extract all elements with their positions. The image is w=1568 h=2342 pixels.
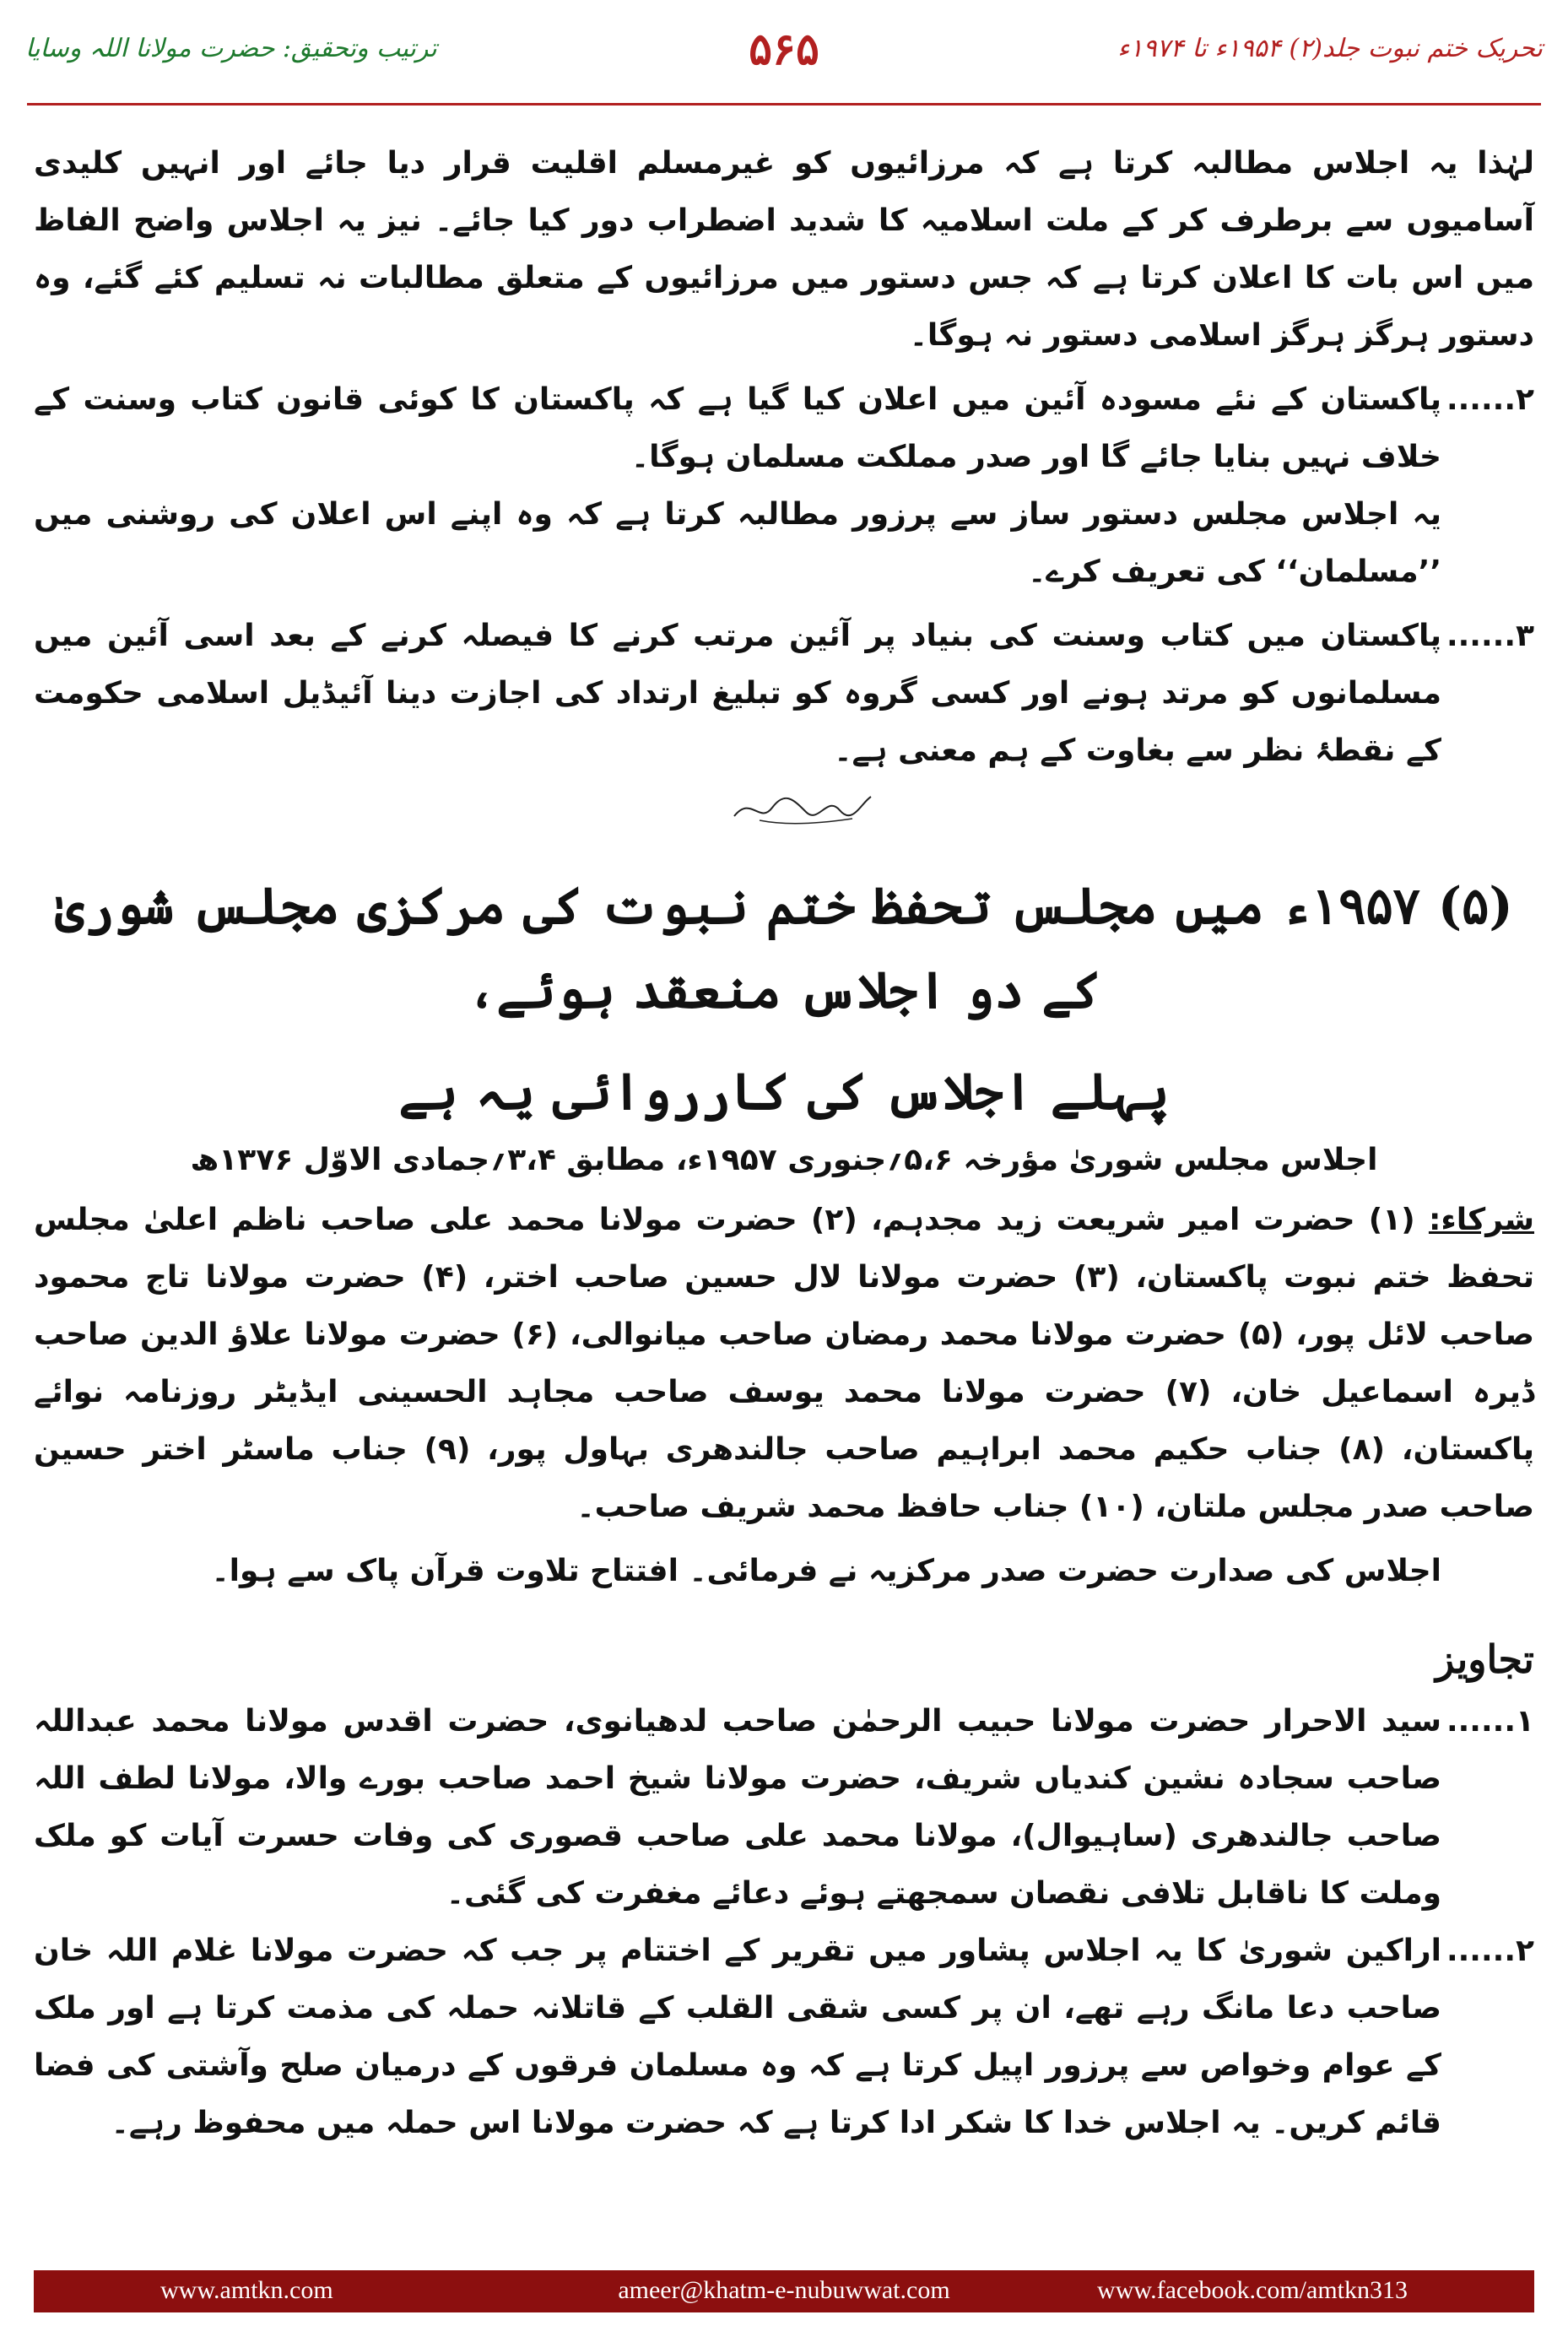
point-2-demand: یہ اجلاس مجلس دستور ساز سے پرزور مطالبہ کرتا ہے کہ وہ اپنے اس اعلان کی روشنی میں ’’مسلمان‘‘ کی تعریف کرے۔ xyxy=(34,497,1441,589)
point-number: ۳...... xyxy=(1446,619,1534,653)
meeting-date-line: اجلاس مجلس شوریٰ مؤرخہ ۵،۶؍جنوری ۱۹۵۷ء، مطابق ۳،۴؍جمادی الاوّل ۱۳۷۶ھ xyxy=(190,1143,1378,1177)
email-link[interactable]: ameer@khatm-e-nubuwwat.com xyxy=(618,2276,950,2304)
page-header xyxy=(0,0,1568,105)
page-body xyxy=(34,135,1534,2262)
compiler-credit: ترتیب وتحقیق: حضرت مولانا اللہ وسایا xyxy=(25,34,437,63)
participants-text: (۱) حضرت امیر شریعت زید مجدہم، (۲) حضرت مولانا محمد علی صاحب ناظم اعلیٰ مجلس تحفظ ختم نبوت پاکستان، (۳) حضرت مولانا لال حسین صاحب اختر، (۴) حضرت مولانا تاج محمود صاحب لائل پور، (۵) حضرت مولانا محمد رمضان صاحب میانوالی، (۶) حضرت مولانا علاؤ الدین صاحب ڈیرہ اسماعیل خان، (۷) حضرت مولانا محمد یوسف صاحب مجاہد الحسینی ایڈیٹر روزنامہ نوائے پاکستان، (۸) جناب حکیم محمد ابراہیم صاحب جالندھری بہاول پور، (۹) جناب ماسٹر اختر حسین صاحب صدر مجلس ملتان، (۱۰) جناب حافظ محمد شریف صاحب۔ xyxy=(34,1203,1535,1524)
resolution-text: اراکین شوریٰ کا یہ اجلاس پشاور میں تقریر کے اختتام پر جب کہ حضرت مولانا غلام اللہ خان صاحب دعا مانگ رہے تھے، ان پر کسی شقی القلب کے قاتلانہ حملہ کی مذمت کرتا ہے اور ملک کے عوام وخواص سے پرزور اپیل کرتا ہے کہ وہ مسلمان فرقوں کے درمیان صلح وآشتی کی فضا قائم کریں۔ یہ اجلاس خدا کا شکر ادا کرتا ہے کہ حضرت مولانا اس حملہ میں محفوظ رہے۔ xyxy=(34,1934,1441,2140)
resolution-text: سید الاحرار حضرت مولانا حبیب الرحمٰن صاحب لدھیانوی، حضرت اقدس مولانا محمد عبداللہ صاحب سجادہ نشین کندیاں شریف، حضرت مولانا شیخ احمد صاحب بورے والا، مولانا لطف اللہ صاحب جالندھری (ساہیوال)، مولانا محمد علی صاحب قصوری کی وفات حسرت آیات کو ملک وملت کا ناقابل تلافی نقصان سمجھتے ہوئے دعائے مغفرت کی گئی۔ xyxy=(34,1704,1441,1911)
signature-area xyxy=(34,780,1534,847)
point-text: پاکستان میں کتاب وسنت کی بنیاد پر آئین مرتب کرنے کا فیصلہ کرنے کے بعد اسی آئین میں مسلمانوں کو مرتد ہونے اور کسی گروہ کو تبلیغ ارتداد کی اجازت دینا آئیڈیل اسلامی حکومت کے نقطۂ نظر سے بغاوت کے ہم معنی ہے۔ xyxy=(34,619,1441,768)
resolution-1 xyxy=(34,1693,1534,1923)
resolution-number: ۲...... xyxy=(1446,1934,1534,1968)
point-2 xyxy=(34,371,1534,486)
signature-image xyxy=(726,787,878,829)
header-rule xyxy=(27,103,1541,105)
point-text: پاکستان کے نئے مسودہ آئین میں اعلان کیا گیا ہے کہ پاکستان کا کوئی قانون کتاب وسنت کے خلاف نہیں بنایا جائے گا اور صدر مملکت مسلمان ہوگا۔ xyxy=(34,382,1441,474)
resolution-2 xyxy=(34,1923,1534,2152)
presidency-line: اجلاس کی صدارت حضرت صدر مرکزیہ نے فرمائی۔ افتتاح تلاوت قرآن پاک سے ہوا۔ xyxy=(211,1554,1441,1588)
participants-label: شرکاء: xyxy=(1428,1203,1534,1237)
intro-paragraph: لہٰذا یہ اجلاس مطالبہ کرتا ہے کہ مرزائیوں کو غیرمسلم اقلیت قرار دیا جائے اور انہیں کلیدی آسامیوں سے برطرف کر کے ملت اسلامیہ کا شدید اضطراب دور کیا جائے۔ نیز یہ اجلاس واضح الفاظ میں اس بات کا اعلان کرتا ہے کہ جس دستور میں مرزائیوں کے متعلق مطالبات نہ تسلیم کئے گئے، وہ دستور ہرگز ہرگز اسلامی دستور نہ ہوگا۔ xyxy=(34,146,1534,353)
facebook-link[interactable]: www.facebook.com/amtkn313 xyxy=(1097,2276,1408,2304)
page-number: ۵۶۵ xyxy=(749,24,819,75)
point-3 xyxy=(34,608,1534,780)
section-title-line1: (۵) ۱۹۵۷ء میں مجلس تحفظ ختم نبوت کی مرکزی مجلس شوریٰ کے دو اجلاس منعقد ہوئے، xyxy=(55,877,1513,1020)
book-title: تحریک ختم نبوت جلد(۲) ۱۹۵۴ء تا ۱۹۷۴ء xyxy=(1117,34,1543,63)
section-title-line2: پہلے اجلاس کی کارروائی یہ ہے xyxy=(398,1063,1170,1122)
footer-bar xyxy=(34,2270,1534,2312)
resolutions-heading: تجاویز xyxy=(1436,1636,1534,1682)
resolution-number: ۱...... xyxy=(1446,1704,1534,1739)
website-link[interactable]: www.amtkn.com xyxy=(160,2276,333,2304)
point-number: ۲...... xyxy=(1446,382,1534,417)
participants-paragraph xyxy=(34,1192,1534,1536)
